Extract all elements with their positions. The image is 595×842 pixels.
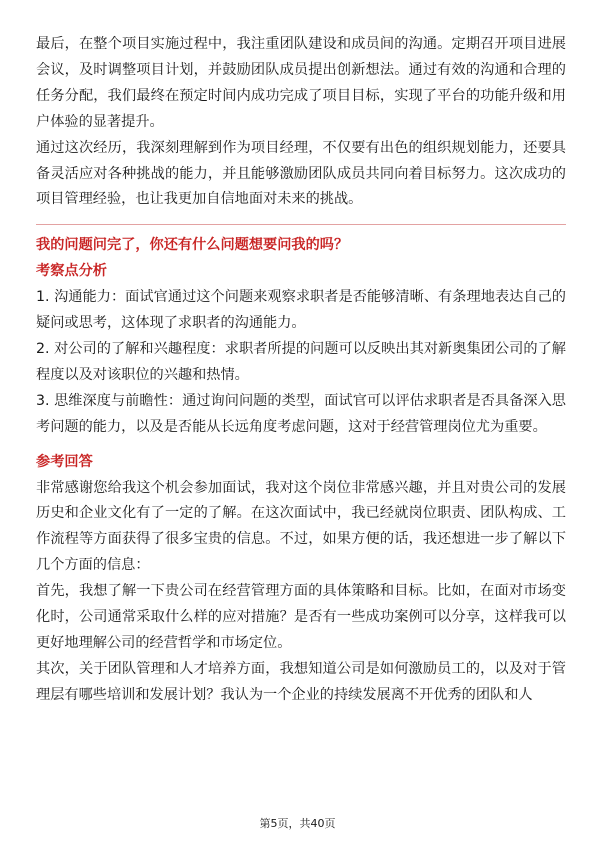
intro-paragraph-1: 最后，在整个项目实施过程中，我注重团队建设和成员间的沟通。定期召开项目进展会议，及时调整项目计划，并鼓励团队成员提出创新想法。通过有效的沟通和合理的任务分配，我们最终在预定时间内成功完成了项目目标，实现了平台的功能升级和用户体验的显著提升。	[36, 36, 566, 130]
answer-paragraph-2: 首先，我想了解一下贵公司在经营管理方面的具体策略和目标。比如，在面对市场变化时，公司通常采取什么样的应对措施？是否有一些成功案例可以分享，这样我可以更好地理解公司的经营哲学和市场定位。	[36, 583, 566, 651]
intro-paragraph-2: 通过这次经历，我深刻理解到作为项目经理，不仅要有出色的组织规划能力，还要具备灵活应对各种挑战的能力，并且能够激励团队成员共同向着目标努力。这次成功的项目管理经验，也让我更加自信地面对未来的挑战。	[36, 139, 566, 208]
answer-paragraph-3: 其次，关于团队管理和人才培养方面，我想知道公司是如何激励员工的，以及对于管理层有哪些培训和发展计划？我认为一个企业的持续发展离不开优秀的团队和人	[36, 660, 566, 703]
answer-paragraph-1: 非常感谢您给我这个机会参加面试，我对这个岗位非常感兴趣，并且对贵公司的发展历史和企业文化有了一定的了解。在这次面试中，我已经就岗位职责、团队构成、工作流程等方面获得了很多宝贵的信息。不过，如果方便的话，我还想进一步了解以下几个方面的信息：	[36, 479, 566, 574]
page-number: 第5页，共40页	[259, 817, 336, 830]
analysis-item-3: 3. 思维深度与前瞻性：通过询问问题的类型，面试官可以评估求职者是否具备深入思考问题的能力，以及是否能从长远角度考虑问题，这对于经营管理岗位尤为重要。	[36, 392, 566, 435]
document-page	[36, 32, 566, 709]
analysis-heading: 考察点分析	[36, 263, 107, 280]
interview-question: 我的问题问完了，你还有什么问题想要问我的吗？	[36, 237, 349, 254]
analysis-item-2: 2. 对公司的了解和兴趣程度：求职者所提的问题可以反映出其对新奥集团公司的了解程度以及对该职位的兴趣和热情。	[36, 340, 566, 383]
section-divider	[36, 224, 566, 225]
analysis-item-1: 1. 沟通能力：面试官通过这个问题来观察求职者是否能够清晰、有条理地表达自己的疑问或思考，这体现了求职者的沟通能力。	[36, 289, 566, 332]
answer-heading: 参考回答	[36, 453, 93, 470]
